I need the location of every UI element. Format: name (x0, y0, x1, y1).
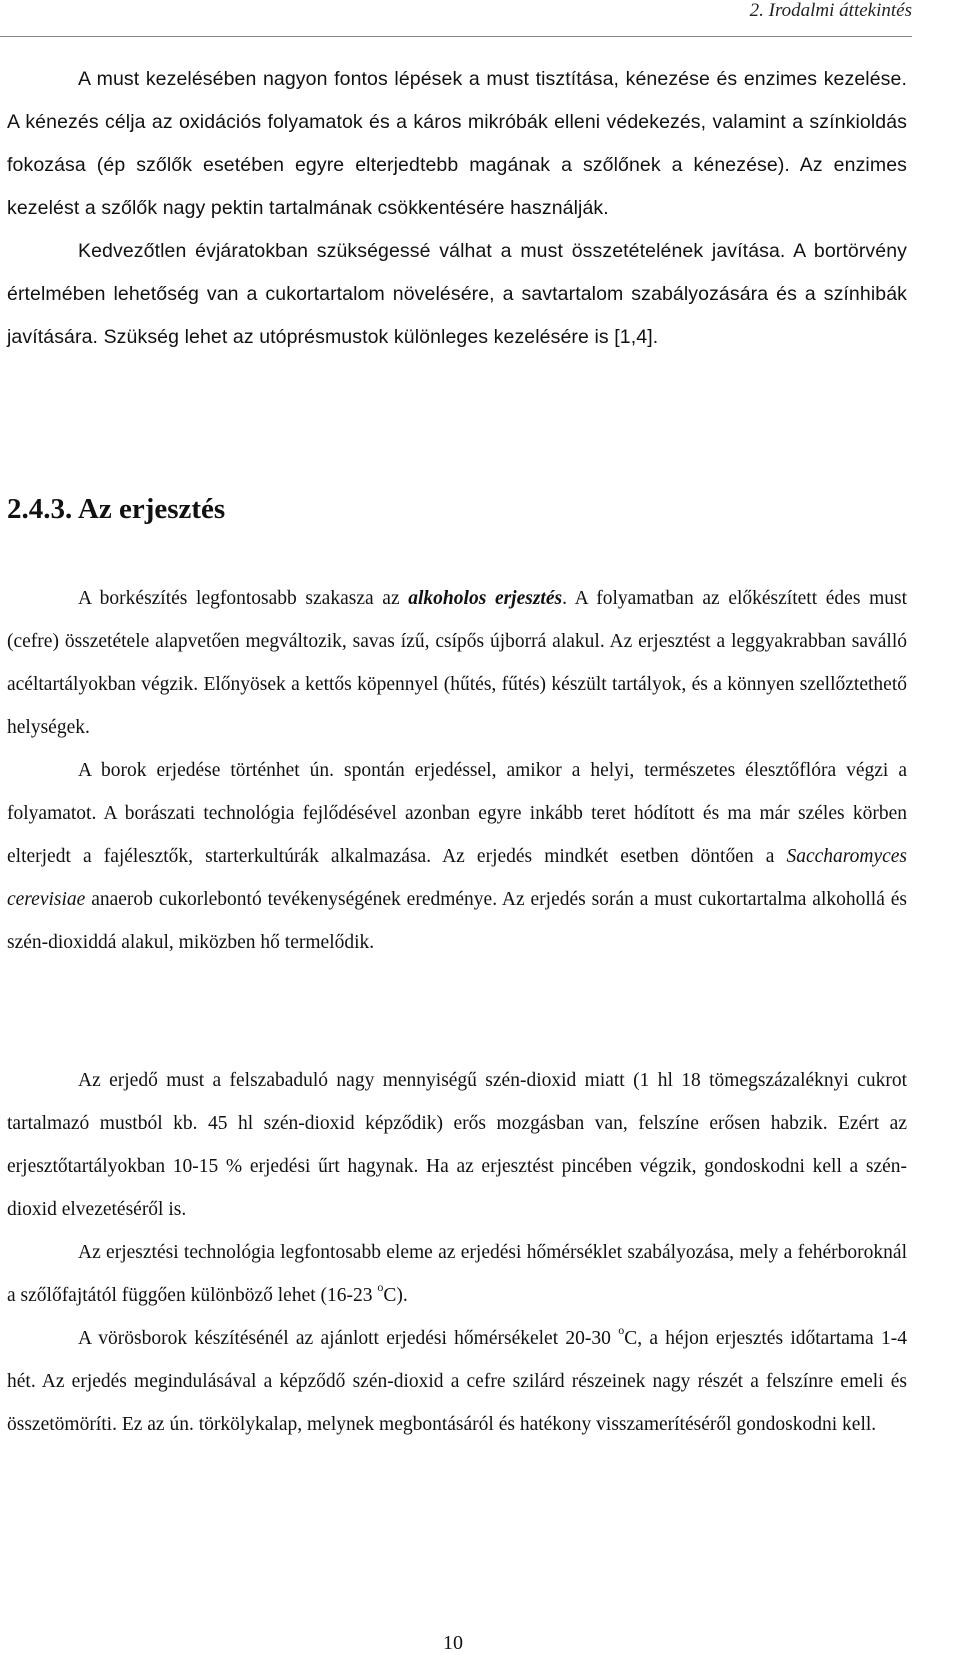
text-segment: anaerob cukorlebontó tevékenységének eredménye. Az erjedés során a must cukortartalma alkohollá és szén-dioxiddá alakul, miközben hő termelődik. (7, 889, 907, 953)
intro-section (7, 58, 907, 359)
text-segment: Az erjesztési technológia legfontosabb eleme az erjedési hőmérséklet szabályozása, mely a fehérboroknál a szőlőfajtától függően különböző lehet (16-23 (7, 1242, 907, 1306)
text-segment: . A folyamatban az előkészített édes must (cefre) összetétele alapvetően megváltozik, savas ízű, csípős újborrá alakul. Az erjesztést a leggyakrabban saválló acéltartályokban végzik. Előnyösek a kettős köpennyel (hűtés, fűtés) készült tartályok, és a könnyen szellőztethető helységek. (7, 588, 908, 738)
paragraph-temperature-white (7, 1231, 907, 1317)
emphasized-term: alkoholos erjesztés (408, 588, 563, 609)
degree-mark: o (377, 1280, 384, 1294)
degree-mark: o (618, 1323, 625, 1337)
page-number: 10 (443, 1632, 463, 1654)
text-segment: A borok erjedése történhet ún. spontán erjedéssel, amikor a helyi, természetes élesztőflóra végzi a folyamatot. A borászati technológia fejlődésével azonban egyre inkább teret hódított és ma már széles körben elterjedt a fajélesztők, starterkultúrák alkalmazása. Az erjedés mindkét esetben döntően a (7, 760, 907, 867)
text-segment: C). (383, 1285, 408, 1306)
running-header: 2. Irodalmi áttekintés (749, 0, 912, 21)
paragraph-must-treatment: A must kezelésében nagyon fontos lépések a must tisztítása, kénezése és enzimes kezelése. A kénezés célja az oxidációs folyamatok és a káros mikróbák elleni védekezés, valamint a színkioldás fokozása (ép szőlők esetében egyre elterjedtebb magának a szőlőnek a kénezése). Az enzimes kezelést a szőlők nagy pektin tartalmának csökkentésére használják. (7, 68, 907, 219)
species-name: Saccharomyces cerevisiae (7, 846, 907, 910)
paragraph-alcoholic-fermentation (7, 577, 907, 749)
paragraph-vintage-correction: Kedvezőtlen évjáratokban szükségessé válhat a must összetételének javítása. A bortörvény értelmében lehetőség van a cukortartalom növelésére, a savtartalom szabályozására és a színhibák javítására. Szükség lehet az utóprésmustok különleges kezelésére is [1,4]. (7, 240, 907, 348)
paragraph-red-wine (7, 1317, 907, 1446)
paragraph-spontaneous-fermentation (7, 749, 907, 964)
text-segment: A borkészítés legfontosabb szakasza az (78, 588, 409, 609)
header-rule (0, 36, 912, 37)
text-segment: C, a héjon erjesztés időtartama 1-4 hét. Az erjedés megindulásával a képződő szén-dioxid a cefre szilárd részeinek nagy részét a felszínre emeli és összetömöríti. Ez az ún. törkölykalap, melynek megbontásáról és hatékony visszamerítéséről gondoskodni kell. (7, 1328, 907, 1435)
fermentation-section (7, 577, 907, 964)
process-section (7, 1059, 907, 1446)
section-heading: 2.4.3. Az erjesztés (7, 493, 226, 525)
paragraph-co2-foaming: Az erjedő must a felszabaduló nagy mennyiségű szén-dioxid miatt (1 hl 18 tömegszázaléknyi cukrot tartalmazó mustból kb. 45 hl szén-dioxid képződik) erős mozgásban van, felszíne erősen habzik. Ezért az erjesztőtartályokban 10-15 % erjedési űrt hagynak. Ha az erjesztést pincében végzik, gondoskodni kell a szén-dioxid elvezetéséről is. (7, 1070, 907, 1220)
text-segment: A vörösborok készítésénél az ajánlott erjedési hőmérsékelet 20-30 (78, 1328, 619, 1349)
